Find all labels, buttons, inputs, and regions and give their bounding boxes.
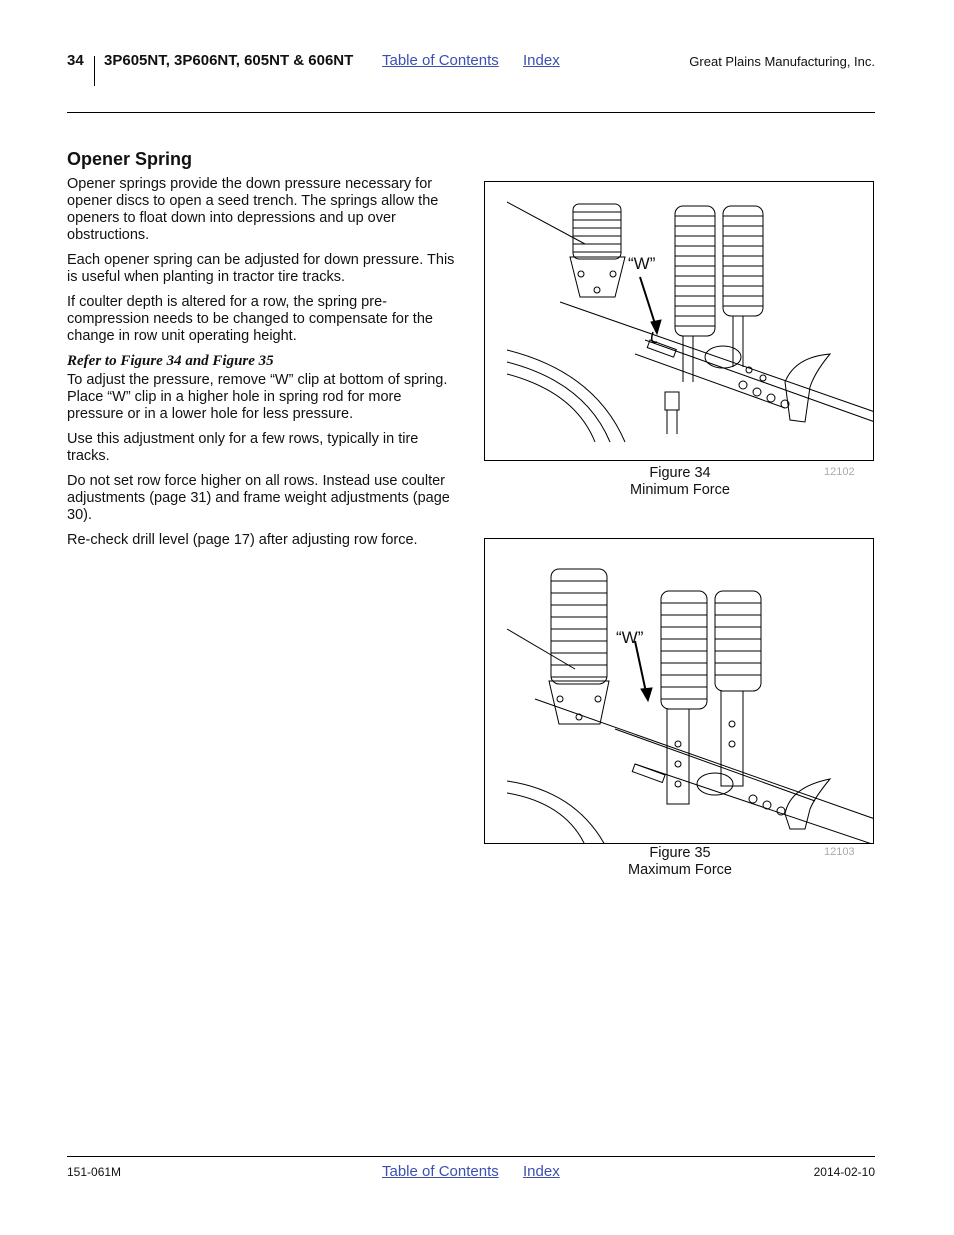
figure-35-image	[484, 538, 874, 844]
paragraph: Re-check drill level (page 17) after adjusting row force.	[67, 532, 418, 548]
w-callout: “W”	[616, 628, 644, 647]
paragraph: To adjust the pressure, remove “W” clip at bottom of spring. Place “W” clip in a higher hole in spring rod for more pressure or in a lower hole for less pressure.	[67, 372, 448, 422]
figure-caption: Minimum Force	[630, 482, 730, 498]
figure-34-image	[484, 181, 874, 461]
paragraph: Each opener spring can be adjusted for down pressure. This is useful when planting in tractor tire tracks.	[67, 252, 455, 285]
figure-number: 12102	[824, 466, 855, 478]
paragraph: Use this adjustment only for a few rows, typically in tire tracks.	[67, 431, 419, 464]
figure-caption: Maximum Force	[628, 862, 732, 878]
toc-link[interactable]: Table of Contents	[382, 1163, 499, 1180]
section-title: Opener Spring	[67, 149, 193, 169]
figure-35-caption	[484, 845, 876, 879]
figure-reference: Refer to Figure 34 and Figure 35	[67, 353, 274, 369]
index-link[interactable]: Index	[523, 1163, 560, 1180]
company-name: Great Plains Manufacturing, Inc.	[689, 54, 875, 69]
paragraph: Opener springs provide the down pressure necessary for opener discs to open a seed trench. The springs allow the openers to float down into depressions and up over obstructions.	[67, 176, 439, 243]
footer-date: 2014-02-10	[813, 1165, 875, 1179]
figure-label: Figure 35	[649, 845, 711, 861]
footer-rule	[67, 1156, 875, 1157]
index-link[interactable]: Index	[523, 52, 560, 69]
page-header	[67, 52, 875, 88]
figure-label: Figure 34	[649, 465, 711, 481]
figure-34-caption	[484, 465, 876, 499]
figure-number: 12103	[824, 846, 855, 858]
toc-link[interactable]: Table of Contents	[382, 52, 499, 69]
page-footer	[67, 1163, 875, 1183]
left-spring	[570, 204, 625, 297]
header-divider	[94, 56, 95, 86]
doc-number: 151-061M	[67, 1165, 122, 1179]
paragraph: Do not set row force higher on all rows. Instead use coulter adjustments (page 31) and frame weight adjustments (page 30).	[67, 473, 450, 523]
paragraph: If coulter depth is altered for a row, the spring pre-compression needs to be changed to compensate for the change in row unit operating height.	[67, 294, 433, 344]
model-title: 3P605NT, 3P606NT, 605NT & 606NT	[104, 52, 354, 69]
w-callout: “W”	[628, 254, 656, 273]
header-rule	[67, 112, 875, 113]
page-number: 34	[67, 52, 84, 69]
text-column	[67, 148, 459, 557]
